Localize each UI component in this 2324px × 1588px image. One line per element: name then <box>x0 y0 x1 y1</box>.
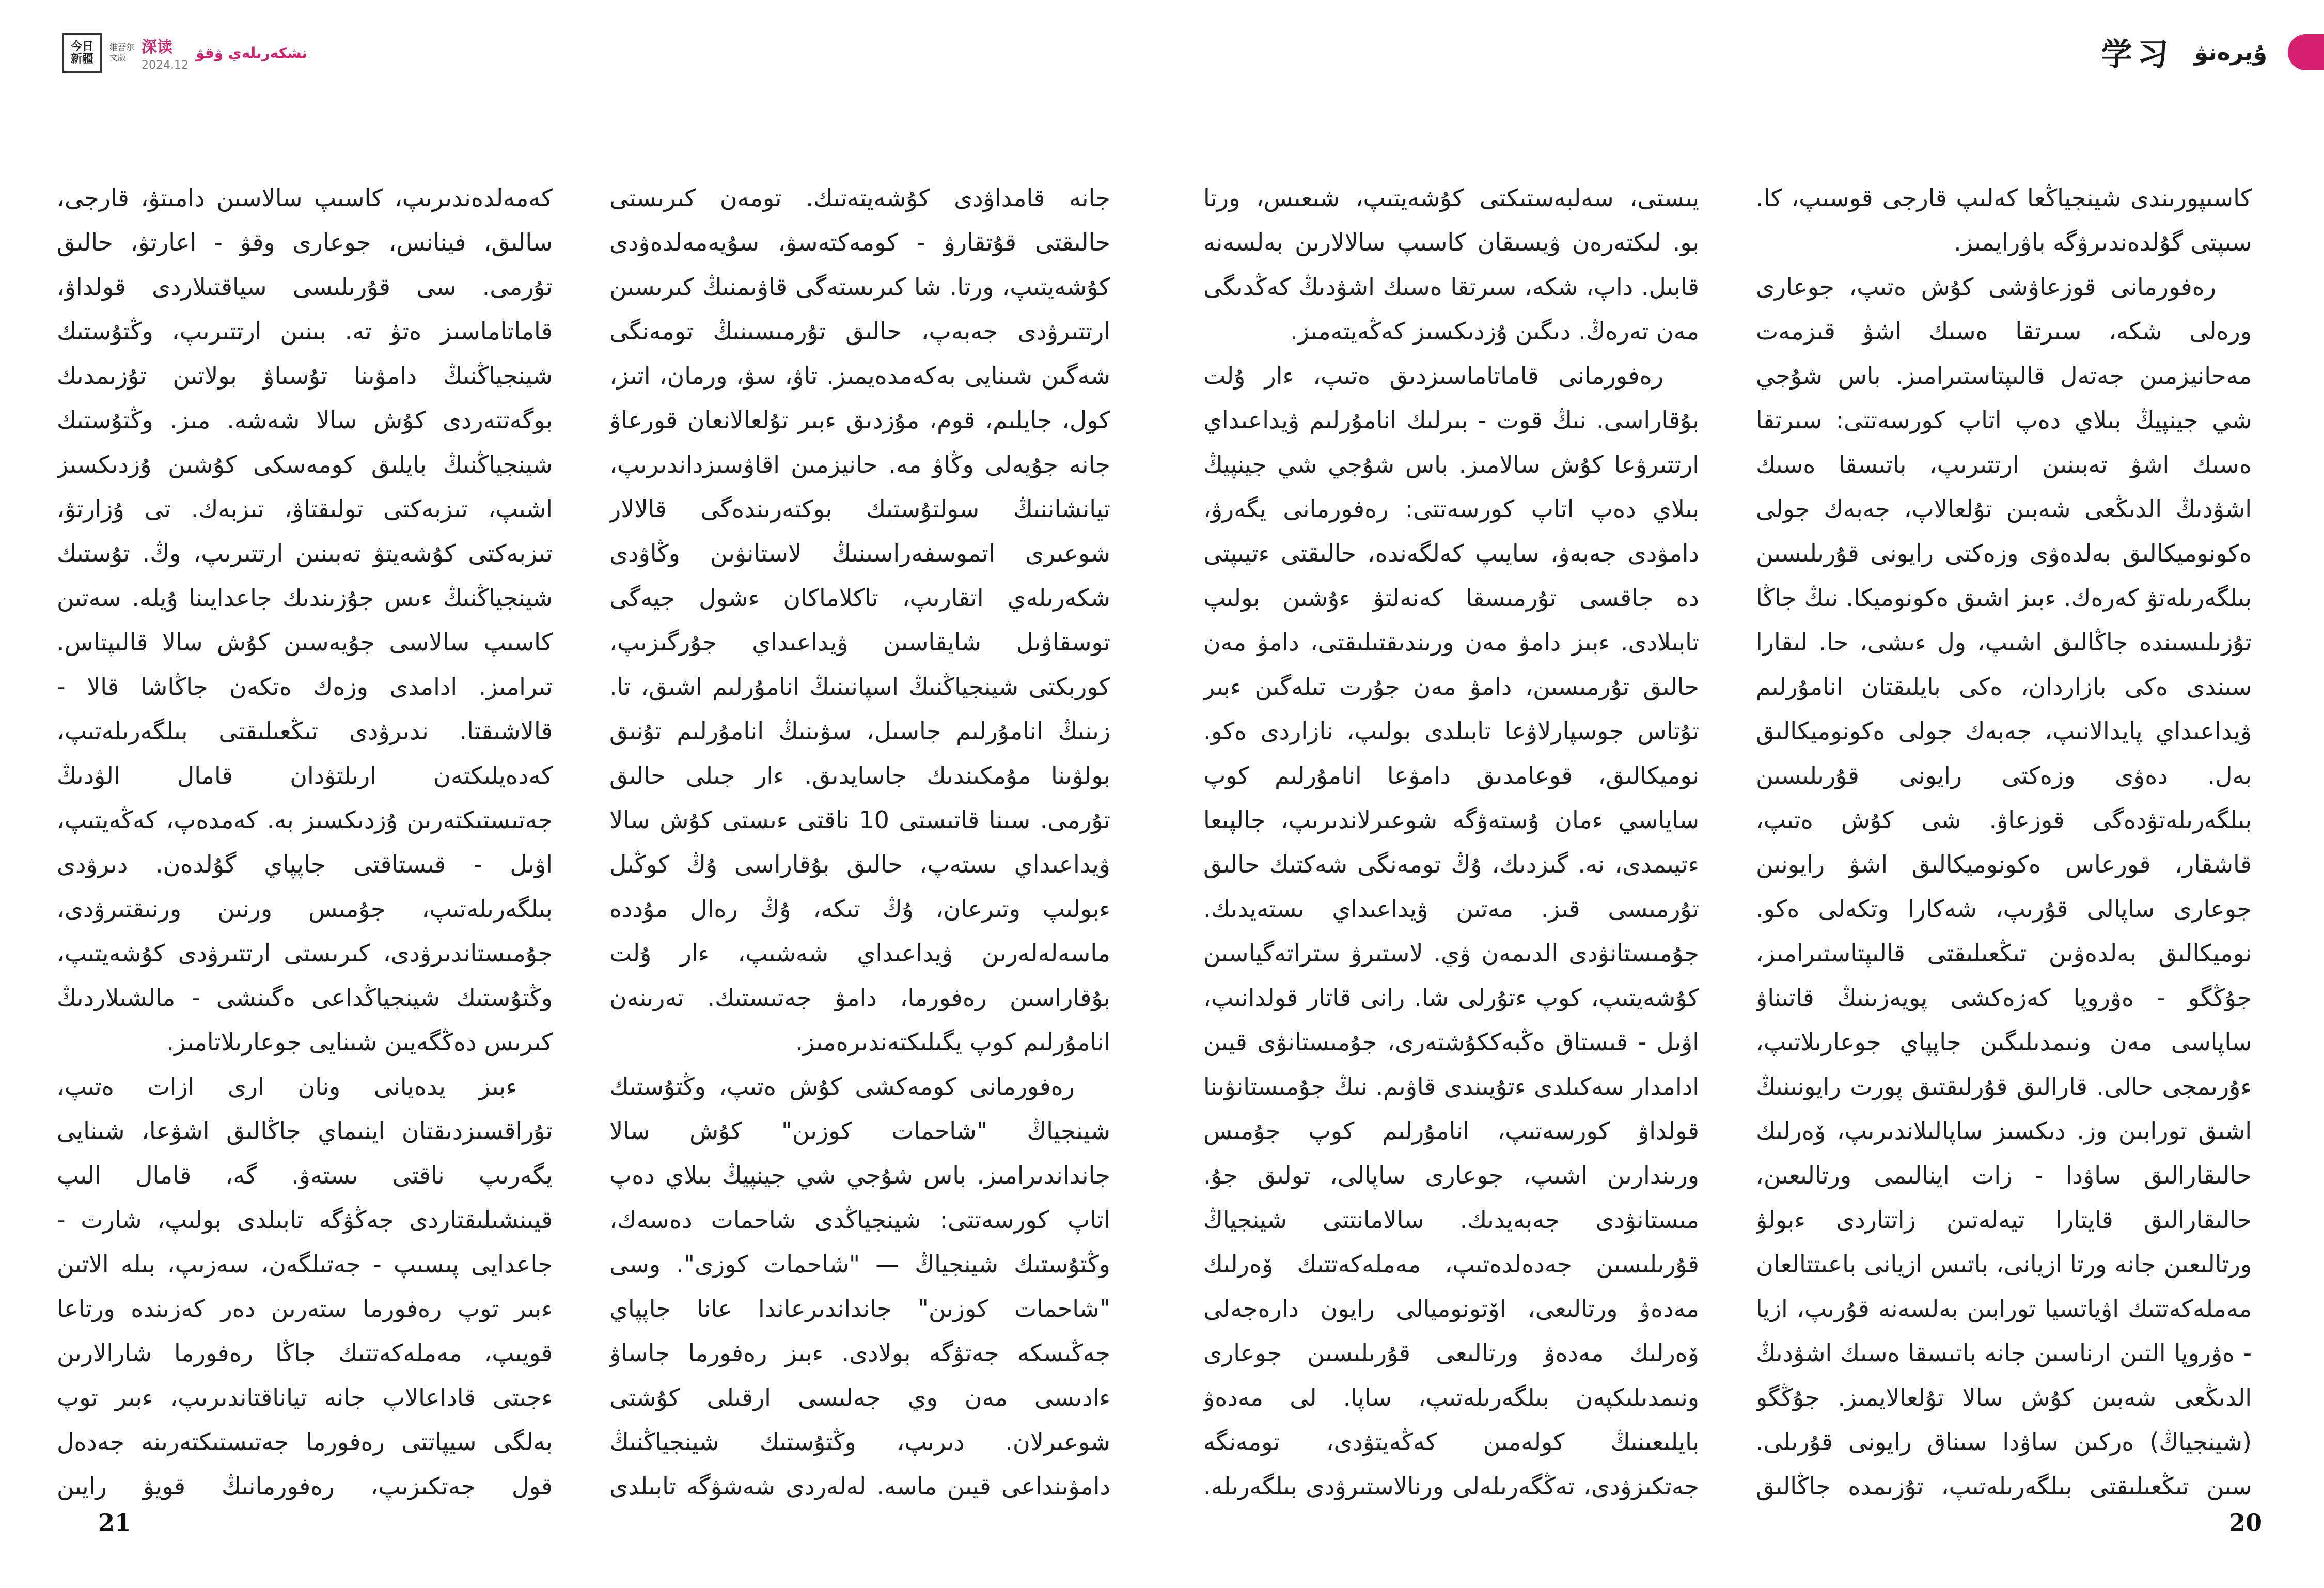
magazine-column-info <box>142 34 189 72</box>
text-column-2 <box>1203 176 1699 1508</box>
section-tab-marker <box>2288 34 2324 70</box>
column-name-cn: 深读 <box>142 38 173 56</box>
text-column-3 <box>609 176 1110 1508</box>
paragraph: رەفورمانى قاماتاماسىزدىق ەتىپ، ءار ۇلت بۇقاراسى. نىڭ قوت - بىرلىك انامۇرلىم ۋيداعىداي ارتتىرۋعا كۇش سالامىز. باس شۇجي شي جينپيڭ بىلاي دەپ اتاپ كورسەتتى: رەفورمانى يگەرۋ، دامۋدى جەبەۋ، سايىپ كەلگەندە، حالىقتى ءتيىپتى دە جاقسى تۇرمىسقا كەنەلتۋ ءۇشىن بولىپ تابىلادى. ءبىز دامۋ مەن ورىندىقتىلىقتى، دامۋ مەن حالىق تۇرمىسىن، دامۋ مەن جۇرت تىلەگىن ءبىر تۇتاس جوسپارلاۋعا تابىلدى بولىپ، نازاردى ەكو. نوميكالىق، قوعامدىق دامۋعا انامۇرلىم كوپ ساياسي ءمان ۇستەۋگە شوعىرلاندىرىپ، جالپىعا ءتيىمدى، نە. گىزدىك، ۇڭ تومەنگى شەكتىك حالىق تۇرمىسى قىز. مەتىن ۋيداعىداي ىستەيدىك. جۇمىستانۋدى الدىمەن ۋي. لاستىرۋ ستراتەگياسىن كۇشەيتىپ، كوپ ءتۇرلى شا. رانى قاتار قولدانىپ، اۋىل - قىستاق ەڭبەككۇشتەرى، جۇمىستانۋى قيىن ادامدار سەكىلدى ءتۇيىندى قاۋىم. نىڭ جۇمىستانۋىنا قولداۋ كورسەتىپ، انامۇرلىم كوپ جۇمىس ورىندارىن اشىپ، جوعارى ساپالى، تولىق جۇ. مىستانۋدى جەبەيدىك. سالامانتتى شينجياڭ قۇرىلىسىن جەدەلدەتىپ، مەملەكەتتىك ۆەرلىك مەدەۋ ورتالىعى، اۆتونوميالى رايون دارەجەلى ۆەرلىك مەدەۋ ورتالىعى قۇرىلىسىن جوعارى ونىمدىلىكپەن بىلگەرىلەتىپ، ساپا. لى مەدەۋ بايلىعىنىڭ كولەمىن كەڭەيتۋدى، تومەنگە جەتكىزۋدى، تەڭگەرىلەلى ورنالاستىرۋدى بىلگەرىلە. <box>1203 362 1699 1500</box>
paragraph: رەفورمانى قوزعاۋشى كۇش ەتىپ، جوعارى ورەلى شكە، سىرتقا ەسىك اشۋ قىزمەت مەحانيزمىن جەتەل قالىپتاستىرامىز. باس شۇجي شي جينپيڭ بىلاي دەپ اتاپ كورسەتتى: سىرتقا ەسىك اشۋ تەبىنىن ارتتىرىپ، باتىسقا ەسىك اشۋدىڭ الدىڭعى شەبىن تۇلعالاپ، جەبەك جولى ەكونوميكالىق بەلدەۋى وزەكتى رايونى قۇرىلىسىن بىلگەرىلەتۋ كەرەك. ءبىز اشىق ەكونوميكا. نىڭ جاڭا تۇزىلىسىندە جاڭالىق اشىپ، ول ءىشى، حا. لىقارا سىندى ەكى بازاردان، ەكى بايلىقتان انامۇرلىم ۋيداعىداي پايدالانىپ، جەبەك جولى ەكونوميكالىق بەل. دەۋى وزەكتى رايونى قۇرىلىسىن بىلگەرىلەتۋدەگى قوزعاۋ. شى كۇش ەتىپ، قاشقار، قورعاس ەكونوميكالىق اشۋ رايونىن جوعارى ساپالى قۇرىپ، شەكارا وتكەلى ەكو. نوميكالىق بەلدەۋىن تىڭعىلىقتى قالىپتاستىرامىز، جۇڭگو - ەۋروپا كەزەكشى پويەزىنىڭ قاتىناۋ ساپاسى مەن ونىمدىلىگىن جاپپاي جوعارىلاتىپ، ءۇرىمجى حالى. قارالىق قۇرلىقتىق پورت رايونىنىڭ اشىق تورابىن وز. دىكسىز ساپالىلاندىرىپ، ۆەرلىك حالىقارالىق ساۋدا - زات اينالىمى ورتالىعىن، حالىقارالىق قايتارا تيەلەتىن زاتتاردى ءبولۋ ورتالىعىن جانە ورتا ازيانى، باتىس ازيانى باعىتتالعان مەملەكەتتىك اۋياتسيا تورابىن بەلسەنە قۇرىپ، ازيا - ەۋروپا التىن ارناسىن جانە باتىسقا ەسىك اشۋدىڭ الدىڭعى شەبىن كۇش سالا تۇلعالايمىز. جۇڭگو (شينجياڭ) ەركىن ساۋدا سىناق رايونى قۇرىلى. سىن تىڭعىلىقتى بىلگەرىلەتىپ، تۇزىمدە جاڭالىق <box>1756 273 2252 1500</box>
logo-subtitle: 维吾尔 文版 <box>109 42 135 63</box>
page-number-right: 20 <box>2228 1508 2262 1536</box>
paragraph: كاسىپورىندى شينجياڭعا كەلىپ قارجى قوسىپ، كا. سىپتى گۇلدەندىرۋگە باۋرايمىز. <box>1756 184 2252 256</box>
column-name-uy: نشكەرىلەي ۋقۋ <box>196 44 308 61</box>
paragraph: يىستى، سەلبەستىكتى كۇشەيتىپ، شىعىس، ورتا بو. لىكتەرەن ۋيسىقان كاسىپ سالالارىن بەلسەنە قابىل. داپ، شكە، سىرتقا ەسىك اشۋدىڭ كەڭدىگى مەن تەرەڭ. دىگىن ۇزدىكسىز كەڭەيتەمىز. <box>1203 184 1699 345</box>
issue-date: 2024.12 <box>142 58 189 72</box>
magazine-logo: 今日 新疆 <box>62 33 102 73</box>
paragraph: جانە قامداۋدى كۇشەيتەتىك. تومەن كىرىستى حالىقتى قۇتقارۋ - كومەكتەسۋ، سۇيەمەلدەۋدى كۇشەيتىپ، ورتا. شا كىرىستەگى قاۋىمنىڭ كىرىسىن ارتتىرۋدى جەبەپ، حالىق تۇرمىسىنىڭ تومەنگى شەگىن شىنايى بەكەمدەيمىز. تاۋ، سۋ، ورمان، اتىز، كول، جايلىم، قوم، مۇزدىق ءبىر تۇلعالانعان قورعاۋ جانە جۇيەلى وڭاۋ مە. حانيزمىن اقاۋسىزداندىرىپ، تيانشاننىڭ سولتۇستىك بوكتەرىندەگى قالالار شوعىرى اتموسفەراسىنىڭ لاستانۋىن وڭاۋدى شكەرىلەي اتقارىپ، تاكلاماكان ءشول جيەگى توسقاۋىل شايقاسىن ۋيداعىداي جۇرگىزىپ، كوربكتى شينجياڭنىڭ اسپانىنىڭ انامۇرلىم اشىق، تا. زىنىڭ انامۇرلىم جاسىل، سۋىنىڭ انامۇرلىم تۇنىق بولۋىنا مۇمكىندىك جاسايدىق. ءار جىلى حالىق تۇرمى. سىنا قاتىستى 10 ناقتى ءىستى كۇش سالا ۋيداعىداي ىستەپ، حالىق بۇقاراسى ۇڭ كوڭىل ءبولىپ وتىرعان، ۇڭ تىكە، ۇڭ رەال مۇددە ماسەلەلەرىن ۋيداعىداي شەشىپ، ءار ۇلت بۇقاراسىن رەفورما، دامۋ جەتىستىك. تەرىنەن انامۇرلىم كوپ يگىلىكتەندىرەمىز. <box>609 184 1110 1056</box>
right-page-header <box>2101 29 2293 75</box>
page-number-left: 21 <box>98 1508 132 1536</box>
section-title-uy: ۇيرەنۋ <box>2194 39 2267 66</box>
left-page-header <box>62 32 307 73</box>
paragraph: رەفورمانى كومەكشى كۇش ەتىپ، وڭتۇستىك شينجياڭ "شاحمات كوزىن" كۇش سالا جانداندىرامىز. باس شۇجي شي جينپيڭ بىلاي دەپ اتاپ كورسەتتى: شينجياڭدى شاحمات دەسەك، وڭتۇستىك شينجياڭ — "شاحمات كوزى". وسى "شاحمات كوزىن" جانداندىرعاندا عانا جاپپاي جەڭىسكە جەتۋگە بولادى. ءبىز رەفورما جاساۋ ءادىسى مەن وي جەلىسى ارقىلى كۇشتى شوعىرلان. دىرىپ، وڭتۇستىك شينجياڭنىڭ دامۋىنداعى قيىن ماسە. لەلەردى شەشۋگە تابىلدى <box>609 1072 1110 1500</box>
paragraph: كەمەلدەندىرىپ، كاسىپ سالاسىن دامىتۋ، قارجى، سالىق، فينانس، جوعارى وقۋ - اعارتۋ، حالىق تۇرمى. سى قۇرىلىسى سياقتىلاردى قولداۋ، قاماتاماسىز ەتۋ تە. بىنىن ارتتىرىپ، وڭتۇستىك شينجياڭنىڭ دامۋىنا تۇسىاۋ بولاتىن تۇزىمدىك بوگەتتەردى كۇش سالا شەشە. مىز. وڭتۇستىك شينجياڭنىڭ بايلىق كومەسكى كۇشىن ۇزدىكسىز اشىپ، تىزبەكتى تولىقتاۋ، تىزبەك. تى ۇزارتۋ، تىزبەكتى كۇشەيتۋ تەبىنىن ارتتىرىپ، وڭ. تۇستىك شينجياڭنىڭ ءىس جۇزىندىك جاعدايىنا ۇيلە. سەتىن كاسىپ سالاسى جۇيەسىن كۇش سالا قالىپتاس. تىرامىز. ادامدى وزەك ەتكەن جاڭاشا قالا - قالاشىقتا. ندىرۋدى تىڭعىلىقتى بىلگەرىلەتىپ، كەدەيلىكتەن ارىلتۋدان قامال الۋدىڭ جەتىستىكتەرىن ۇزدىكسىز بە. كەمدەپ، كەڭەيتىپ، اۋىل - قىستاقتى جاپپاي گۇلدەن. دىرۋدى بىلگەرىلەتىپ، جۇمىس ورنىن ورنىقتىرۋدى، جۇمىستاندىرۋدى، كىرىستى ارتتىرۋدى كۇشەيتىپ، وڭتۇستىك شينجياڭداعى ەگىنشى - مالشىلاردىڭ كىرىس دەڭگەيىن شىنايى جوعارىلاتامىز. <box>57 184 553 1056</box>
paragraph: ءبىز يدەيانى ونان ارى ازات ەتىپ، تۇراقسىزدىقتان اينىماي جاڭالىق اشۋعا، شىنايى يگەرىپ ناقتى ىستەۋ. گە، قامال الىپ قيىنشىلىقتاردى جەڭۋگە تابىلدى بولىپ، شارت - جاعدايى پىسىپ - جەتىلگەن، سەزىپ، بىلە الاتىن ءبىر توپ رەفورما ستەرىن دەر كەزىندە ورتاعا قويىپ، مەملەكەتتىك جاڭا رەفورما شارالارىن ءجىتى قاداعالاپ جانە تياناقتاندىرىپ، ءبىر توپ بەلگى سيپاتتى رەفورما جەتىستىكتەرىنە جەدەل قول جەتكىزىپ، رەفورمانىڭ قويۋ رايىن <box>57 1072 553 1500</box>
text-column-4 <box>57 176 553 1508</box>
section-title-cn: 学习 <box>2101 37 2174 73</box>
text-column-1 <box>1756 176 2252 1508</box>
